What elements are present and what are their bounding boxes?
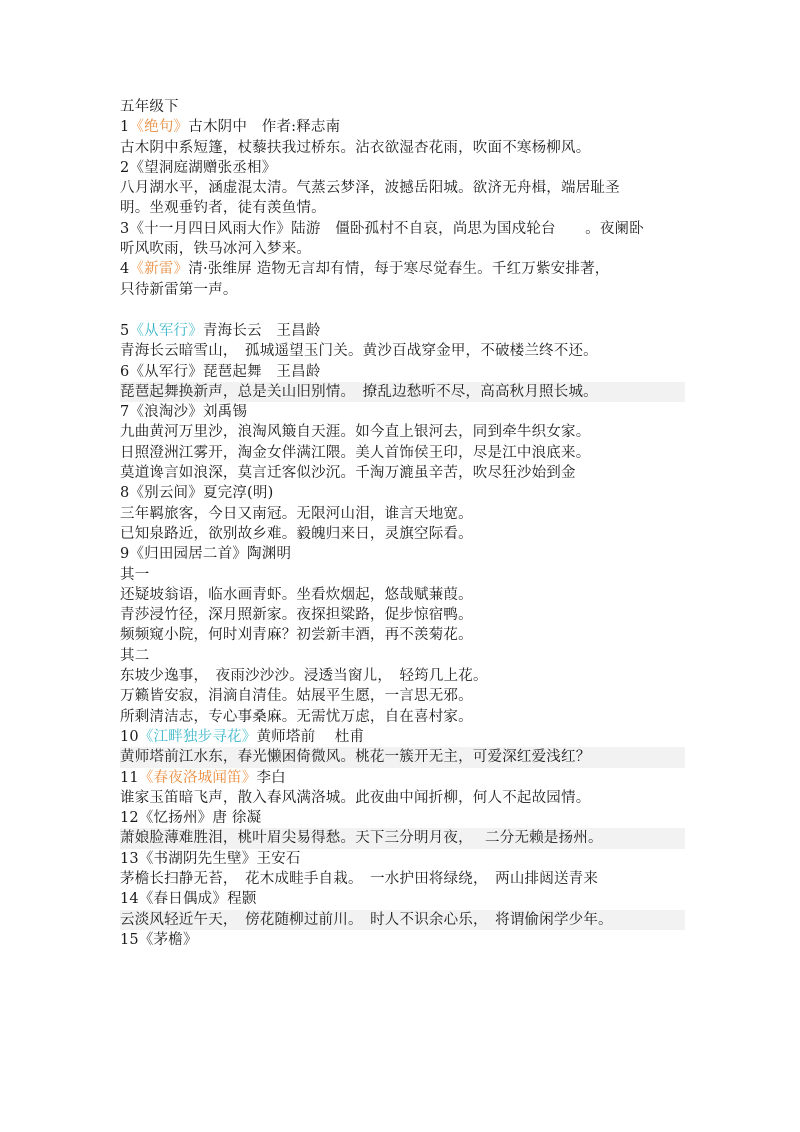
poem-title: 《从军行》: [129, 322, 203, 339]
poem-author: 李白: [256, 769, 286, 786]
poem-line: 还疑坡翁语，临水画青虾。坐看炊烟起，悠哉赋蒹葭。: [120, 586, 473, 603]
poem-line: 古木阴中系短篷，杖藜扶我过桥东。沾衣欲湿杏花雨，吹面不寒杨柳风。: [120, 139, 591, 156]
poem-number: 9: [120, 546, 130, 563]
poem-line: 青莎浸竹径，深月照新家。夜探担粱路，促步惊宿鸭。: [120, 607, 473, 624]
poem-heading: [120, 808, 685, 828]
poem-title: 《春日偶成》: [138, 891, 228, 908]
poem-line: 琵琶起舞换新声，总是关山旧别情。 撩乱边愁听不尽，高高秋月照长城。: [120, 382, 685, 402]
poem-author: 夏完淳(明): [202, 485, 274, 502]
poem-author: 王安石: [256, 850, 301, 867]
poem-author: 陆游 僵卧孤村不自哀，尚思为国戍轮台 。夜阑卧: [291, 220, 644, 237]
poem-author: 青海长云 王昌龄: [202, 322, 321, 339]
poem-heading: [120, 259, 685, 279]
poem-title: 《绝句》: [129, 119, 189, 136]
poem-heading: [120, 158, 685, 178]
poem-author: 程颢: [227, 891, 257, 908]
blank-line: [120, 300, 685, 321]
poem-line: 莫道谗言如浪深，莫言迁客似沙沉。千淘万漉虽辛苦，吹尽狂沙始到金: [120, 465, 576, 482]
poem-number: 12: [120, 810, 139, 827]
document-page: [120, 97, 685, 950]
poem-author: 黄师塔前 杜甫: [256, 728, 365, 745]
poem-heading: [120, 483, 685, 503]
grade-heading: 五年级下: [120, 99, 179, 115]
poem-title: 《十一月四日风雨大作》: [129, 220, 292, 237]
poem-number: 11: [120, 769, 139, 786]
poem-number: 2: [120, 159, 130, 176]
poem-line: 八月湖水平，涵虚混太清。气蒸云梦泽，波撼岳阳城。欲济无舟楫，端居耻圣: [120, 180, 620, 197]
poem-title: 《从军行》: [129, 363, 203, 380]
poem-heading: [120, 727, 685, 747]
poem-title: 《忆扬州》: [138, 810, 213, 827]
poem-line: 万籁皆安寂，涓滴自清佳。姑展平生愿，一言思无邪。: [120, 688, 473, 705]
poem-title: 《春夜洛城闻笛》: [138, 769, 257, 786]
poem-number: 3: [120, 220, 130, 237]
poem-number: 7: [120, 404, 130, 421]
poem-author: 唐 徐凝: [212, 810, 262, 827]
poem-title: 《归田园居二首》: [129, 546, 248, 563]
poem-title: 《新雷》: [129, 261, 189, 278]
poem-heading: [120, 544, 685, 564]
poem-number: 14: [120, 891, 139, 908]
poem-number: 5: [120, 322, 130, 339]
poem-number: 15: [120, 931, 139, 948]
poem-number: 10: [120, 728, 139, 745]
poem-heading: [120, 117, 685, 137]
poem-heading: [120, 402, 685, 422]
poem-line: 所剩清洁志，专心事桑麻。无需忧万虑，自在喜村家。: [120, 708, 473, 725]
poem-author: 刘禹锡: [202, 404, 248, 421]
poem-heading: [120, 889, 685, 909]
poem-line: 黄师塔前江水东，春光懒困倚微风。桃花一簇开无主，可爱深红爱浅红？: [120, 747, 685, 767]
document-content: [120, 97, 685, 950]
poem-heading: [120, 219, 685, 239]
poem-title: 《茅檐》: [138, 931, 198, 948]
poem-heading: [120, 930, 685, 950]
poem-line: 听风吹雨，铁马冰河入梦来。: [120, 241, 312, 258]
poem-number: 4: [120, 261, 130, 278]
poem-title: 《浪淘沙》: [129, 404, 203, 421]
poem-heading: [120, 768, 685, 788]
poem-heading: [120, 849, 685, 869]
poem-title: 《江畔独步寻花》: [138, 728, 257, 745]
poem-number: 1: [120, 119, 130, 136]
poem-line: 东坡少逸事， 夜雨沙沙沙。浸透当窗儿， 轻筠几上花。: [120, 668, 488, 685]
poem-line: 频频窥小院，何时刈青麻？初尝新丰酒，再不羡菊花。: [120, 627, 473, 644]
poem-heading: [120, 362, 685, 382]
poem-line: 青海长云暗雪山， 孤城遥望玉门关。黄沙百战穿金甲，不破楼兰终不还。: [120, 343, 598, 360]
poem-heading: [120, 321, 685, 341]
poem-line: 日照澄洲江雾开，淘金女伴满江隈。美人首饰侯王印，尽是江中浪底来。: [120, 444, 591, 461]
poem-title: 《望洞庭湖赠张丞相》: [129, 159, 277, 176]
poem-author: 陶渊明: [247, 546, 292, 563]
poem-number: 8: [120, 485, 130, 502]
poem-number: 6: [120, 363, 130, 380]
poem-line: 九曲黄河万里沙，浪淘风簸自天涯。如今直上银河去，同到牵牛织女家。: [120, 424, 591, 441]
poem-line: 其二: [120, 647, 150, 664]
poem-number: 13: [120, 850, 139, 867]
poem-author: 琵琶起舞 王昌龄: [202, 363, 321, 380]
poem-line: 萧娘脸薄难胜泪，桃叶眉尖易得愁。天下三分明月夜， 二分无赖是扬州。: [120, 828, 685, 848]
poem-line: 明。坐观垂钓者，徒有羡鱼情。: [120, 200, 326, 217]
poem-line: 只待新雷第一声。: [120, 281, 238, 298]
poem-line: 谁家玉笛暗飞声，散入春风满洛城。此夜曲中闻折柳，何人不起故园情。: [120, 789, 591, 806]
poem-line: 三年羁旅客，今日又南冠。无限河山泪，谁言天地宽。: [120, 505, 473, 522]
poem-author: 古木阴中 作者:释志南: [188, 119, 341, 136]
poem-title: 《书湖阴先生壁》: [138, 850, 257, 867]
poem-title: 《别云间》: [129, 485, 203, 502]
poem-line: 云淡风轻近午天， 傍花随柳过前川。 时人不识余心乐， 将谓偷闲学少年。: [120, 910, 685, 930]
poem-line: 茅檐长扫静无苔， 花木成畦手自栽。 一水护田将绿绕， 两山排闼送青来: [120, 870, 599, 887]
poem-author: 清·张维屏 造物无言却有情，每于寒尽觉春生。千红万紫安排著，: [188, 261, 610, 278]
poem-line: 已知泉路近，欲别故乡难。毅魄归来日，灵旗空际看。: [120, 525, 473, 542]
poem-line: 其一: [120, 566, 150, 583]
